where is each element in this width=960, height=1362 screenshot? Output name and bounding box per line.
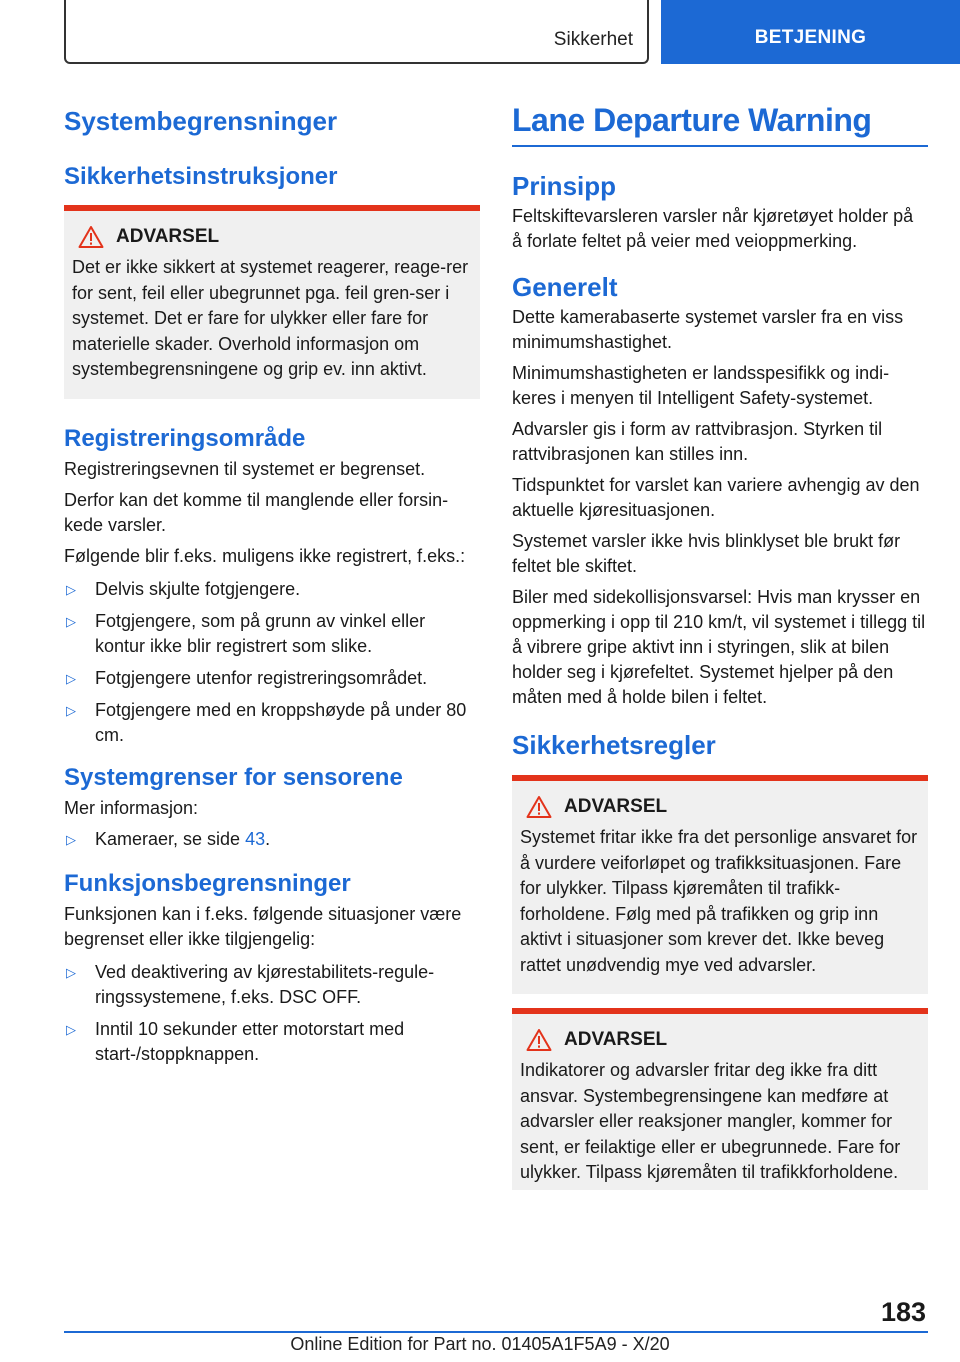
warning-triangle-icon [526,795,552,819]
header-box [64,0,649,64]
warning-triangle-icon [526,1028,552,1052]
left-column [64,100,480,1074]
list-item: ▷ Fotgjengere utenfor registreringsområdet. [64,666,480,691]
list-item: ▷ Kameraer, se side 43. [64,827,480,852]
warning-text: Indikatorer og advarsler fritar deg ikke fra ditt ansvar. Systembegrensingene kan medføre at advarsler eller reaksjoner mangler, kommer for sent, er feilaktige eller er ubegrunnede. Fare for ulykker. Tilpass kjøremåten til trafikkforholdene. [520,1060,901,1182]
sensor-list [64,827,480,852]
triangle-bullet-icon: ▷ [66,581,76,597]
warning-triangle-icon [78,225,104,249]
function-list [64,960,480,1067]
warning-title [520,795,920,819]
principle-heading: Prinsipp [512,171,617,201]
header-section-title: Sikkerhet [553,29,633,50]
paragraph: Advarsler gis i form av rattvibrasjon. Styrken til rattvibrasjonen kan stilles inn. [512,419,883,464]
safety-rules-heading: Sikkerhetsregler [512,730,716,760]
warning-label: ADVARSEL [116,226,220,247]
paragraph: Systemet varsler ikke hvis blinklyset ble brukt før feltet ble skiftet. [512,531,901,576]
list-item: ▷ Ved deaktivering av kjørestabilitets-regule-ringssystemene, f.eks. DSC OFF. [64,960,480,1010]
page-reference-link[interactable]: 43 [245,828,266,849]
paragraph: Tidspunktet for varslet kan variere avhengig av den aktuelle kjøresituasjonen. [512,475,920,520]
paragraph: Mer informasjon: [64,797,199,818]
general-heading: Generelt [512,272,618,302]
paragraph: Minimumshastigheten er landsspesifikk og indi-keres i menyen til Intelligent Safety-systemet. [512,363,890,408]
warning-label: ADVARSEL [564,796,668,817]
paragraph: Funksjonen kan i f.eks. følgende situasjoner være begrenset eller ikke tilgjengelig: [64,903,462,949]
right-column [512,100,928,1190]
header-chapter-tab: BETJENING [661,0,960,64]
list-item: ▷ Inntil 10 sekunder etter motorstart med start-/stoppknappen. [64,1017,480,1067]
paragraph: Feltskiftevarsleren varsler når kjøretøyet holder på å forlate feltet på veier med veioppmerking. [512,206,914,251]
detection-range-heading: Registreringsområde [64,424,306,452]
paragraph: Følgende blir f.eks. muligens ikke registrert, f.eks.: [64,545,466,566]
section-title: Systembegrensninger [64,106,338,136]
list-item: ▷ Delvis skjulte fotgjengere. [64,577,480,602]
paragraph: Derfor kan det komme til manglende eller forsin-kede varsler. [64,489,449,535]
detection-list [64,577,480,748]
warning-text: Det er ikke sikkert at systemet reagerer, reage-rer for sent, feil eller ubegrunnet pga. feil gren-ser i systemet. Det er fare for ulykker eller fare for materielle skader. Overhold informasjon om systembegrensningene og grip ev. inn aktivt. [72,257,469,379]
triangle-bullet-icon: ▷ [66,1021,76,1037]
list-item: ▷ Fotgjengere, som på grunn av vinkel eller kontur ikke blir registrert som slike. [64,609,480,659]
warning-box [64,205,480,399]
footer-edition: Online Edition for Part no. 01405A1F5A9 - X/20 [290,1334,670,1354]
paragraph: Registreringsevnen til systemet er begrenset. [64,458,426,479]
warning-text: Systemet fritar ikke fra det personlige ansvaret for å vurdere veiforløpet og trafikksituasjonen. Fare for ulykker. Tilpass kjøremåten til trafikk-forholdene. Følg med på trafikken og grip inn aktivt i situasjoner som krever det. Ikke beveg rattet unødvendig mye ved advarsler. [520,827,918,975]
warning-label: ADVARSEL [564,1029,668,1050]
triangle-bullet-icon: ▷ [66,702,76,718]
paragraph: Biler med sidekollisjonsvarsel: Hvis man krysser en oppmerking i opp til 210 km/t, vil systemet i tillegg til å vibrere gripe aktivt inn i styringen, slik at bilen holder seg i kjørefeltet. Systemet hjelper på den måten med å holde bilen i feltet. [512,587,926,707]
triangle-bullet-icon: ▷ [66,831,76,847]
sensor-limits-heading: Systemgrenser for sensorene [64,763,403,791]
warning-box [512,1008,928,1190]
triangle-bullet-icon: ▷ [66,613,76,629]
footer-divider [64,1331,928,1333]
paragraph: Dette kamerabaserte systemet varsler fra en viss minimumshastighet. [512,307,904,352]
warning-title [72,225,472,249]
function-limits-heading: Funksjonsbegrensninger [64,869,351,897]
list-item: ▷ Fotgjengere med en kroppshøyde på under 80 cm. [64,698,480,748]
triangle-bullet-icon: ▷ [66,964,76,980]
chapter-title: Lane Departure Warning [512,102,928,147]
triangle-bullet-icon: ▷ [66,670,76,686]
warning-title [520,1028,920,1052]
warning-box [512,775,928,994]
safety-instructions-heading: Sikkerhetsinstruksjoner [64,163,338,190]
page-number: 183 [880,1297,926,1327]
